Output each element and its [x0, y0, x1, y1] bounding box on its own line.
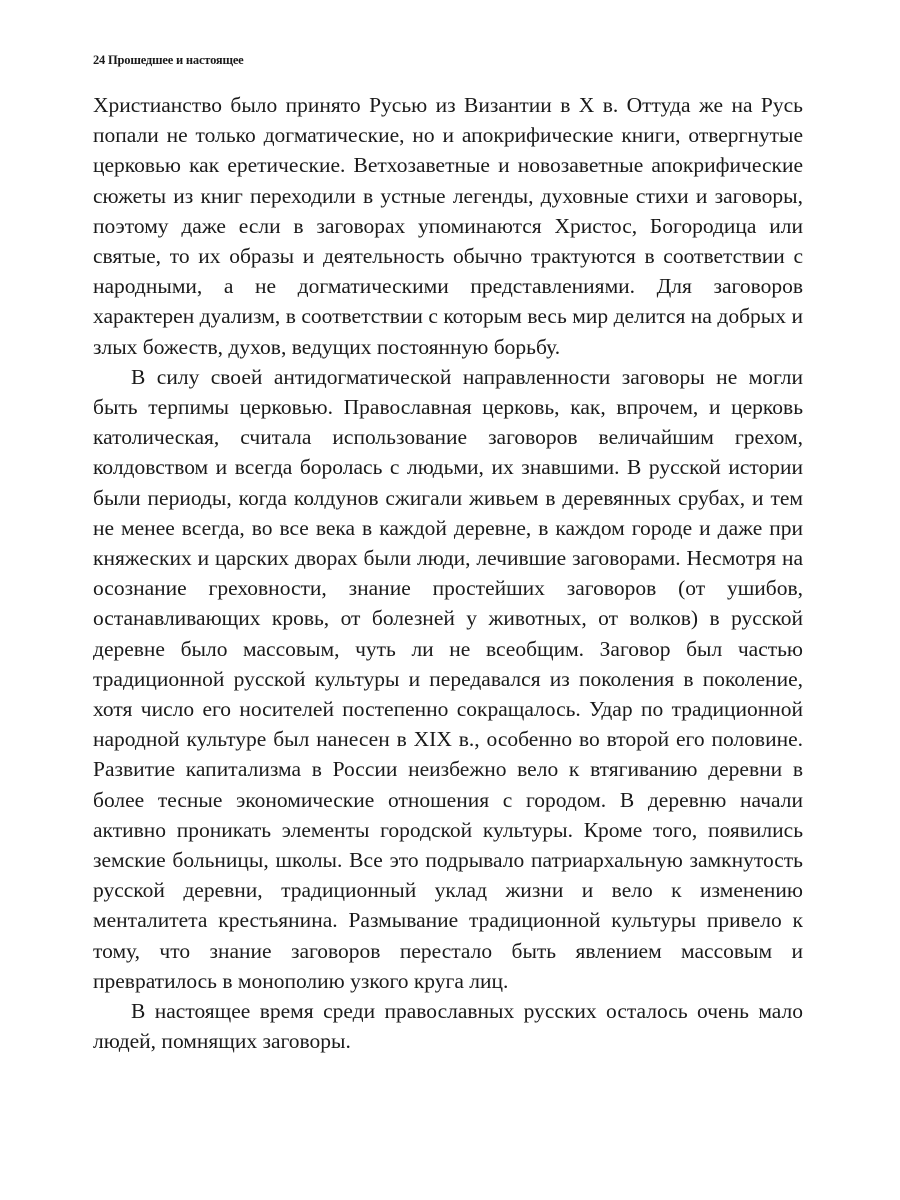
- paragraph-present-time: В настоящее время среди православных русских осталось очень мало людей, помнящих заговоры.: [93, 999, 803, 1054]
- page-body-text: [93, 90, 803, 1057]
- paragraph-church-opposition: В силу своей антидогматической направленности заговоры не могли быть терпимы церковью. Православная церковь, как, впрочем, и церковь католическая, считала использование заговоров величайшим грехом, колдовством и всегда боролась с людьми, их знавшими. В русской истории были периоды, когда колдунов сжигали живьем в деревянных срубах, и тем не менее всегда, во все века в каждой деревне, в каждом городе и даже при княжеских и царских дворах были люди, лечившие заговорами. Несмотря на осознание греховности, знание простейших заговоров (от ушибов, останавливающих кровь, от болезней у животных, от волков) в русской деревне было массовым, чуть ли не всеобщим. Заговор был частью традиционной русской культуры и передавался из поколения в поколение, хотя число его носителей постепенно сокращалось. Удар по традиционной народной культуре был нанесен в XIX в., особенно во второй его половине. Развитие капитализма в России неизбежно вело к втягиванию деревни в более тесные экономические отношения с городом. В деревню начали активно проникать элементы городской культуры. Кроме того, появились земские больницы, школы. Все это подрывало патриархальную замкнутость русской деревни, традиционный уклад жизни и вело к изменению менталитета крестьянина. Размывание традиционной культуры привело к тому, что знание заговоров перестало быть явлением массовым и превратилось в монополию узкого круга лиц.: [93, 364, 803, 993]
- running-header: 24 Прошедшее и настоящее: [93, 53, 244, 67]
- paragraph-christianity-apocrypha: Христианство было принято Русью из Византии в X в. Оттуда же на Русь попали не только догматические, но и апокрифические книги, отвергнутые церковью как еретические. Ветхозаветные и новозаветные апокрифические сюжеты из книг переходили в устные легенды, духовные стихи и заговоры, поэтому даже если в заговорах упоминаются Христос, Богородица или святые, то их образы и деятельность обычно трактуются в соответствии с народными, а не догматическими представлениями. Для заговоров характерен дуализм, в соответствии с которым весь мир делится на добрых и злых божеств, духов, ведущих постоянную борьбу.: [93, 93, 803, 359]
